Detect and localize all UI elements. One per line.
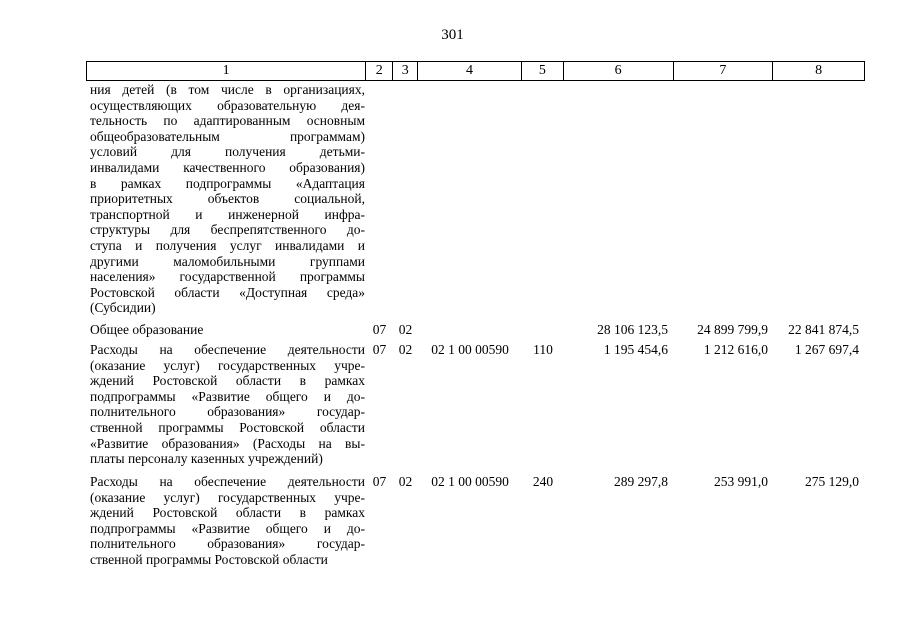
row-csr [418,82,522,322]
row-value-col-7: 253 991,0 [714,474,768,489]
row-rz: 07 [372,322,387,337]
header-col-7: 7 [674,62,774,80]
table-header-row [86,61,865,81]
row-rz: 07 [372,342,387,357]
description-line: инвалидами качественного образования) [90,159,365,175]
row-value-col-8 [774,82,865,322]
description-line: подпрограммы «Развитие общего и до- [90,388,365,404]
description-line: приоритетных объектов социальной, [90,191,365,207]
header-col-1: 1 [87,62,366,80]
row-value-col-6 [564,82,674,322]
description-line: ния детей (в том числе в организациях, [90,82,365,97]
row-vr [522,322,564,342]
header-col-6: 6 [564,62,674,80]
row-csr: 02 1 00 00590 [431,474,509,489]
header-col-5: 5 [522,62,564,80]
description-line: ственной программы Ростовской области [90,551,328,567]
description-line: тельность по адаптированным основным [90,113,365,129]
row-rz: 07 [372,474,387,489]
description-line: транспортной и инженерной инфра- [90,206,365,222]
row-rz [366,82,393,322]
description-line: (Субсидии) [90,300,156,316]
header-col-8: 8 [815,63,823,78]
row-csr [418,322,522,342]
description-line: полнительного образования» государ- [90,404,365,420]
row-value-col-6: 1 195 454,6 [603,342,668,357]
description-line: Расходы на обеспечение деятельности [90,342,365,357]
header-col-3: 3 [393,62,418,80]
description-line: Ростовской области «Доступная среда» [90,284,365,300]
description-line: условий для получения детьми- [90,144,365,160]
header-col-2: 2 [366,62,393,80]
description-line: Расходы на обеспечение деятельности [90,474,365,489]
row-description [86,474,366,568]
row-pr: 02 [398,322,413,337]
description-line: ственной программы Ростовской области [90,419,365,435]
row-pr [393,82,418,322]
description-line: «Развитие образования» (Расходы на вы- [90,435,365,451]
description-line: полнительного образования» государ- [90,536,365,552]
description-line: другими маломобильными группами [90,253,365,269]
row-pr: 02 [398,342,413,357]
description-line: (оказание услуг) государственных учре- [90,357,365,373]
row-value-col-8: 1 267 697,4 [794,342,859,357]
row-vr [522,82,564,322]
row-value-col-7: 24 899 799,9 [697,322,768,337]
description-line: в рамках подпрограммы «Адаптация [90,175,365,191]
table-row [86,322,865,342]
row-value-col-6: 28 106 123,5 [597,322,668,337]
description-line: структуры для беспрепятственного до- [90,222,365,238]
description-line: подпрограммы «Развитие общего и до- [90,520,365,536]
row-pr: 02 [398,474,413,489]
page-number: 301 [441,27,464,43]
row-description [86,82,366,322]
header-col-4: 4 [418,62,522,80]
row-description [86,342,366,474]
table-row [86,82,865,322]
row-description [86,322,366,342]
description-line: ждений Ростовской области в рамках [90,373,365,389]
description-line: (оказание услуг) государственных учре- [90,489,365,505]
table-row [86,342,865,474]
row-value-col-7 [674,82,774,322]
description-line: ступа и получения услуг инвалидами и [90,237,365,253]
description-line: населения» государственной программы [90,269,365,285]
description-line: общеобразовательным программам) [90,128,365,144]
table-body [86,82,865,568]
description-line: ждений Ростовской области в рамках [90,505,365,521]
row-value-col-8: 275 129,0 [805,474,859,489]
row-value-col-8: 22 841 874,5 [788,322,859,337]
description-line: осуществляющих образовательную дея- [90,97,365,113]
row-value-col-6: 289 297,8 [614,474,668,489]
description-line: Общее образование [90,322,204,337]
row-vr: 240 [532,474,554,489]
table-row [86,474,865,568]
row-value-col-7: 1 212 616,0 [703,342,768,357]
row-csr: 02 1 00 00590 [431,342,509,357]
description-line: платы персоналу казенных учреждений) [90,451,323,467]
row-vr: 110 [533,342,553,357]
